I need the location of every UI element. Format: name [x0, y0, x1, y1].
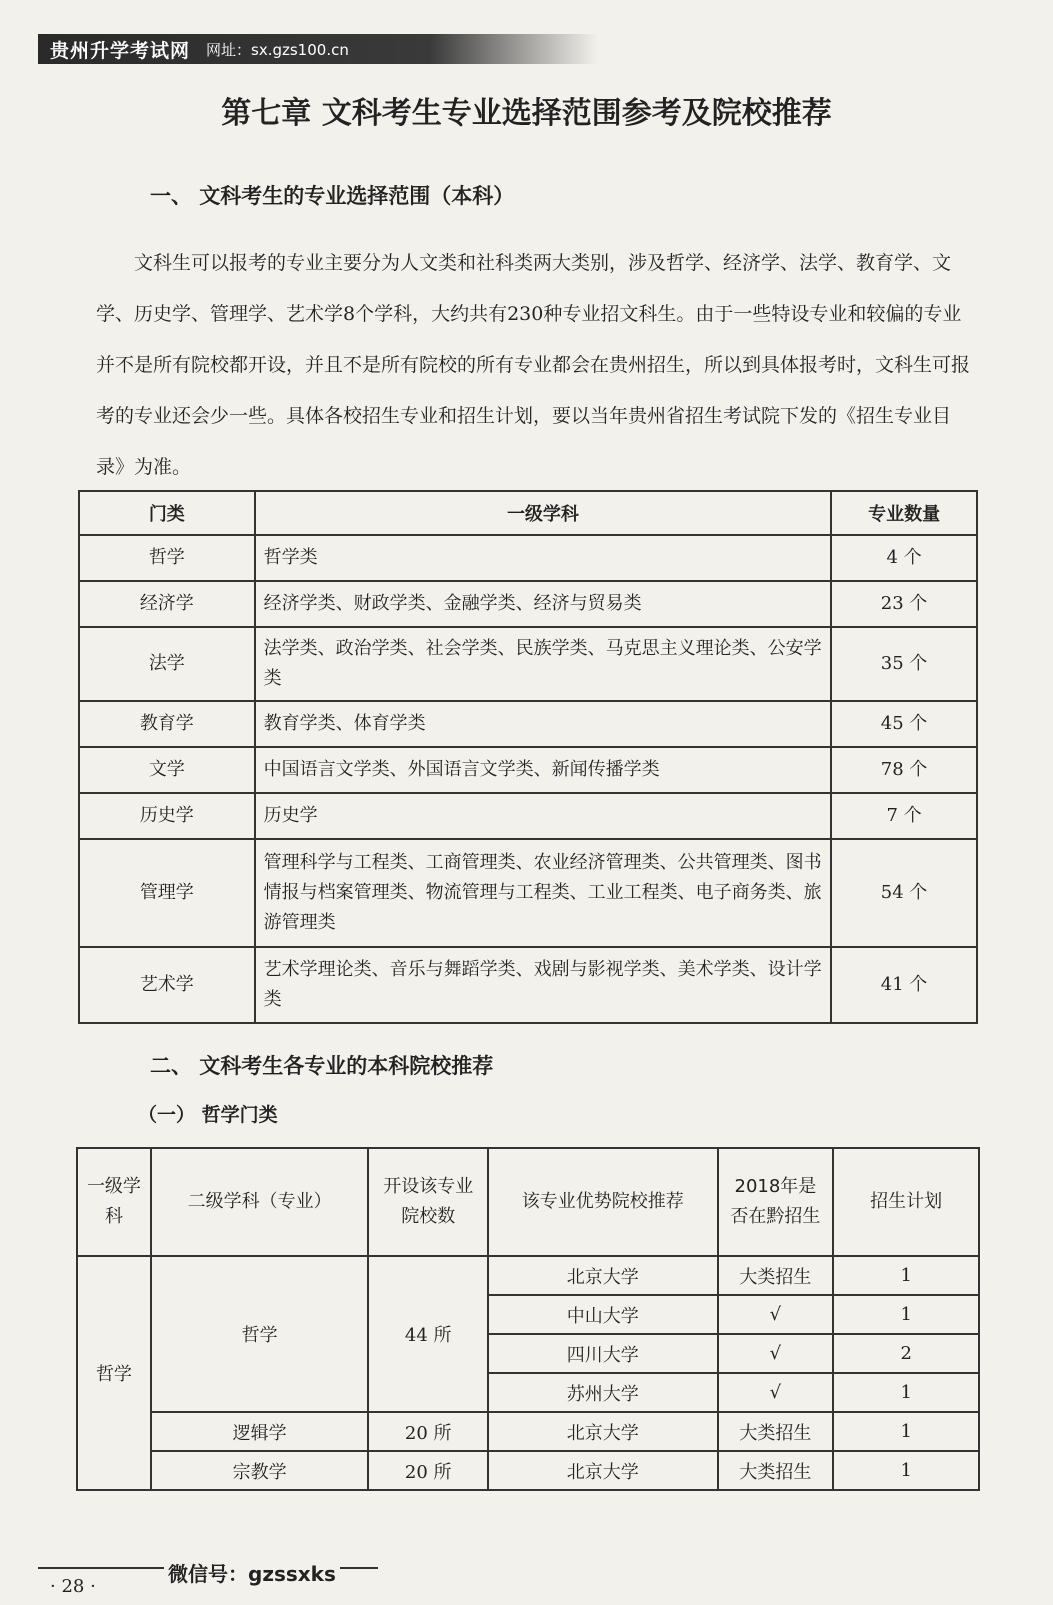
plan-cell: 1: [833, 1373, 979, 1412]
header-second-level: 二级学科（专业）: [151, 1148, 368, 1256]
count-cell: 78 个: [831, 747, 977, 793]
section2-heading: 二、 文科考生各专业的本科院校推荐: [150, 1054, 494, 1078]
header-category: 门类: [79, 491, 255, 535]
site-url: 网址：sx.gzs100.cn: [206, 40, 349, 59]
subjects-cell: 教育学类、体育学类: [255, 701, 832, 747]
status-cell: 大类招生: [718, 1451, 834, 1490]
subjects-cell: 艺术学理论类、音乐与舞蹈学类、戏剧与影视学类、美术学类、设计学类: [255, 947, 832, 1023]
school-cell: 北京大学: [488, 1256, 717, 1295]
category-cell: 法学: [79, 627, 255, 701]
school-table: [76, 1147, 980, 1491]
school-count-cell: 20 所: [368, 1451, 488, 1490]
category-cell: 管理学: [79, 839, 255, 947]
table-row: [79, 581, 977, 627]
table-row: [77, 1256, 979, 1295]
plan-cell: 1: [833, 1295, 979, 1334]
header-school-count: 开设该专业院校数: [368, 1148, 488, 1256]
major-cell: 哲学: [151, 1256, 368, 1412]
chapter-title: 第七章 文科考生专业选择范围参考及院校推荐: [221, 96, 832, 131]
table-row: [79, 535, 977, 581]
table-row: [79, 627, 977, 701]
header-guizhou-2018: 2018年是否在黔招生: [718, 1148, 834, 1256]
intro-paragraph: 文科生可以报考的专业主要分为人文类和社科类两大类别，涉及哲学、经济学、法学、教育学、文学、历史学、管理学、艺术学8个学科，大约共有230种专业招文科生。由于一些特设专业和较偏的专业并不是所有院校都开设，并且不是所有院校的所有专业都会在贵州招生，所以到具体报考时，文科生可报考的专业还会少一些。具体各校招生专业和招生计划，要以当年贵州省招生考试院下发的《招生专业目录》为准。: [96, 252, 971, 478]
table-row: [79, 947, 977, 1023]
plan-cell: 1: [833, 1256, 979, 1295]
school-cell: 北京大学: [488, 1451, 717, 1490]
count-cell: 4 个: [831, 535, 977, 581]
table-header-row: [77, 1148, 979, 1256]
table-row: [79, 701, 977, 747]
count-cell: 54 个: [831, 839, 977, 947]
status-cell: √: [718, 1295, 834, 1334]
table-header-row: [79, 491, 977, 535]
category-cell: 教育学: [79, 701, 255, 747]
subjects-cell: 哲学类: [255, 535, 832, 581]
table-row: [79, 747, 977, 793]
status-cell: √: [718, 1334, 834, 1373]
first-level-cell: 哲学: [77, 1256, 151, 1490]
count-cell: 23 个: [831, 581, 977, 627]
school-cell: 北京大学: [488, 1412, 717, 1451]
subjects-cell: 管理科学与工程类、工商管理类、农业经济管理类、公共管理类、图书情报与档案管理类、物流管理与工程类、工业工程类、电子商务类、旅游管理类: [255, 839, 832, 947]
major-cell: 逻辑学: [151, 1412, 368, 1451]
site-banner: [38, 34, 598, 64]
subjects-cell: 法学类、政治学类、社会学类、民族学类、马克思主义理论类、公安学类: [255, 627, 832, 701]
plan-cell: 1: [833, 1412, 979, 1451]
category-cell: 哲学: [79, 535, 255, 581]
page-number: · 28 ·: [50, 1576, 96, 1597]
status-cell: √: [718, 1373, 834, 1412]
wechat-id: 微信号：gzssxks: [164, 1558, 340, 1587]
table-row: [79, 793, 977, 839]
count-cell: 41 个: [831, 947, 977, 1023]
category-cell: 文学: [79, 747, 255, 793]
count-cell: 7 个: [831, 793, 977, 839]
site-name: 贵州升学考试网: [50, 39, 191, 62]
subjects-cell: 中国语言文学类、外国语言文学类、新闻传播学类: [255, 747, 832, 793]
count-cell: 35 个: [831, 627, 977, 701]
category-cell: 经济学: [79, 581, 255, 627]
section2-subheading: （一） 哲学门类: [138, 1104, 278, 1126]
major-cell: 宗教学: [151, 1451, 368, 1490]
subjects-cell: 经济学类、财政学类、金融学类、经济与贸易类: [255, 581, 832, 627]
category-cell: 艺术学: [79, 947, 255, 1023]
section1-heading: 一、 文科考生的专业选择范围（本科）: [150, 184, 515, 208]
header-plan: 招生计划: [833, 1148, 979, 1256]
header-count: 专业数量: [831, 491, 977, 535]
category-cell: 历史学: [79, 793, 255, 839]
table-row: [77, 1412, 979, 1451]
plan-cell: 1: [833, 1451, 979, 1490]
school-count-cell: 20 所: [368, 1412, 488, 1451]
header-subjects: 一级学科: [255, 491, 832, 535]
status-cell: 大类招生: [718, 1412, 834, 1451]
header-first-level: 一级学科: [77, 1148, 151, 1256]
school-count-cell: 44 所: [368, 1256, 488, 1412]
subjects-cell: 历史学: [255, 793, 832, 839]
count-cell: 45 个: [831, 701, 977, 747]
table-row: [79, 839, 977, 947]
table-row: [77, 1451, 979, 1490]
school-cell: 四川大学: [488, 1334, 717, 1373]
header-recommended: 该专业优势院校推荐: [488, 1148, 717, 1256]
school-cell: 中山大学: [488, 1295, 717, 1334]
status-cell: 大类招生: [718, 1256, 834, 1295]
school-cell: 苏州大学: [488, 1373, 717, 1412]
subject-table: [78, 490, 978, 1024]
plan-cell: 2: [833, 1334, 979, 1373]
